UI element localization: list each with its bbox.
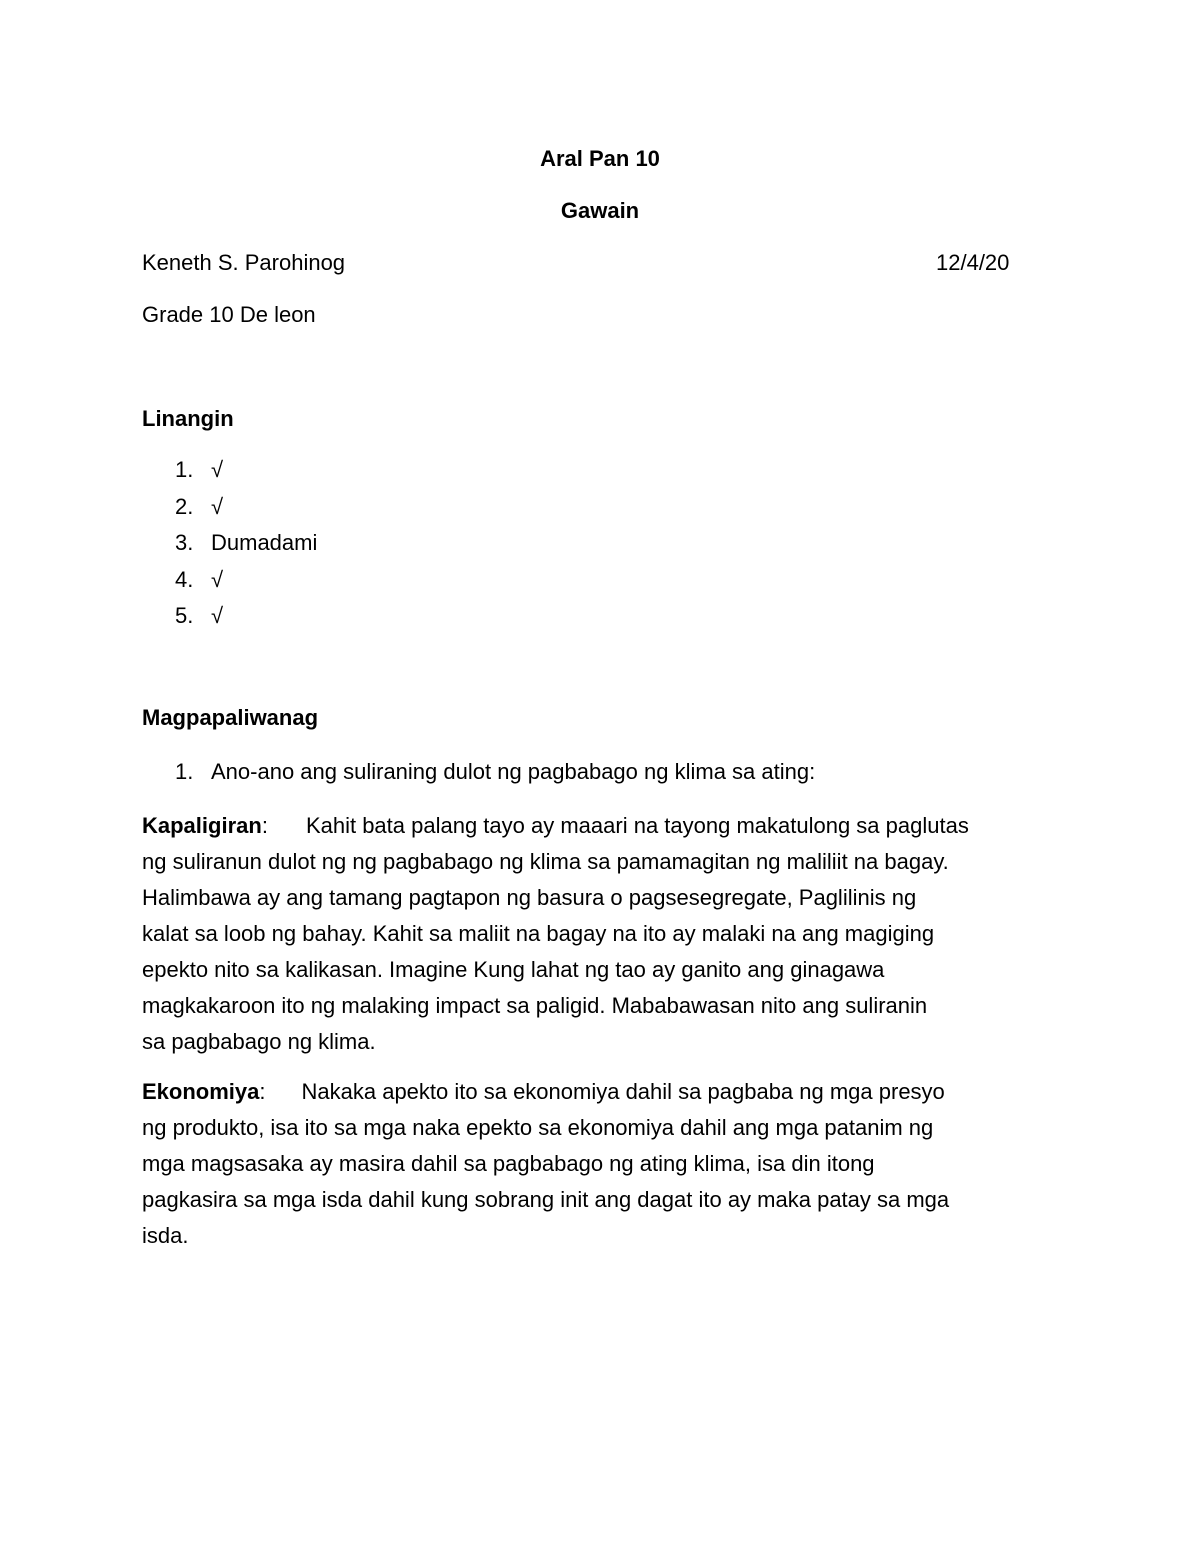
paragraph-line: ng produkto, isa ito sa mga naka epekto sa ekonomiya dahil ang mga patanim ng xyxy=(142,1115,934,1140)
kapaligiran-paragraph xyxy=(142,808,1072,1060)
paragraph-text: Nakaka apekto ito sa ekonomiya dahil sa pagbaba ng mga presyo xyxy=(301,1079,945,1104)
student-name: Keneth S. Parohinog xyxy=(142,250,346,275)
linangin-heading: Linangin xyxy=(142,406,234,431)
ekonomiya-label: Ekonomiya xyxy=(142,1079,260,1104)
item-number: 1. xyxy=(175,457,194,482)
label-colon: : xyxy=(259,1079,266,1104)
grade-section: Grade 10 De leon xyxy=(142,302,316,327)
paragraph-line: kalat sa loob ng bahay. Kahit sa maliit na bagay na ito ay malaki na ang magiging xyxy=(142,921,935,946)
paragraph-line: ng suliranun dulot ng ng pagbabago ng klima sa pamamagitan ng maliliit na bagay. xyxy=(142,849,949,874)
paragraph-line: Halimbawa ay ang tamang pagtapon ng basura o pagsesegregate, Paglilinis ng xyxy=(142,885,917,910)
paragraph-line xyxy=(142,808,1072,844)
list-item xyxy=(175,598,317,635)
label-colon: : xyxy=(261,813,268,838)
ekonomiya-paragraph xyxy=(142,1074,1072,1254)
item-text: √ xyxy=(211,457,224,482)
paragraph-line: isda. xyxy=(142,1223,189,1248)
document-subtitle: Gawain xyxy=(560,198,640,223)
list-item xyxy=(175,489,317,526)
document-date: 12/4/20 xyxy=(936,250,1010,275)
linangin-list xyxy=(175,452,317,635)
list-item xyxy=(175,562,317,599)
kapaligiran-label: Kapaligiran xyxy=(142,813,262,838)
magpapaliwanag-list xyxy=(175,754,815,791)
item-text: √ xyxy=(211,493,224,519)
item-number: 1. xyxy=(175,759,194,784)
paragraph-line: mga magsasaka ay masira dahil sa pagbabago ng ating klima, isa din itong xyxy=(142,1151,875,1176)
paragraph-line: magkakaroon ito ng malaking impact sa paligid. Mababawasan nito ang suliranin xyxy=(142,993,928,1018)
item-text: Dumadami xyxy=(211,530,318,555)
item-number: 3. xyxy=(175,530,194,555)
list-item xyxy=(175,525,317,562)
item-number: 2. xyxy=(175,493,194,519)
item-text: √ xyxy=(211,566,224,592)
paragraph-line: sa pagbabago ng klima. xyxy=(142,1029,376,1054)
item-number: 5. xyxy=(175,603,194,628)
paragraph-text: Kahit bata palang tayo ay maaari na tayong makatulong sa paglutas xyxy=(305,813,969,838)
list-item xyxy=(175,452,317,489)
magpapaliwanag-heading: Magpapaliwanag xyxy=(142,705,319,730)
item-text: Ano-ano ang suliraning dulot ng pagbabago ng klima sa ating: xyxy=(211,759,816,784)
document-title: Aral Pan 10 xyxy=(540,146,660,171)
paragraph-line: epekto nito sa kalikasan. Imagine Kung lahat ng tao ay ganito ang ginagawa xyxy=(142,957,885,982)
item-number: 4. xyxy=(175,566,194,592)
paragraph-line xyxy=(142,1074,1072,1110)
item-text: √ xyxy=(211,603,224,628)
paragraph-line: pagkasira sa mga isda dahil kung sobrang init ang dagat ito ay maka patay sa mga xyxy=(142,1187,950,1212)
list-item xyxy=(175,754,815,791)
